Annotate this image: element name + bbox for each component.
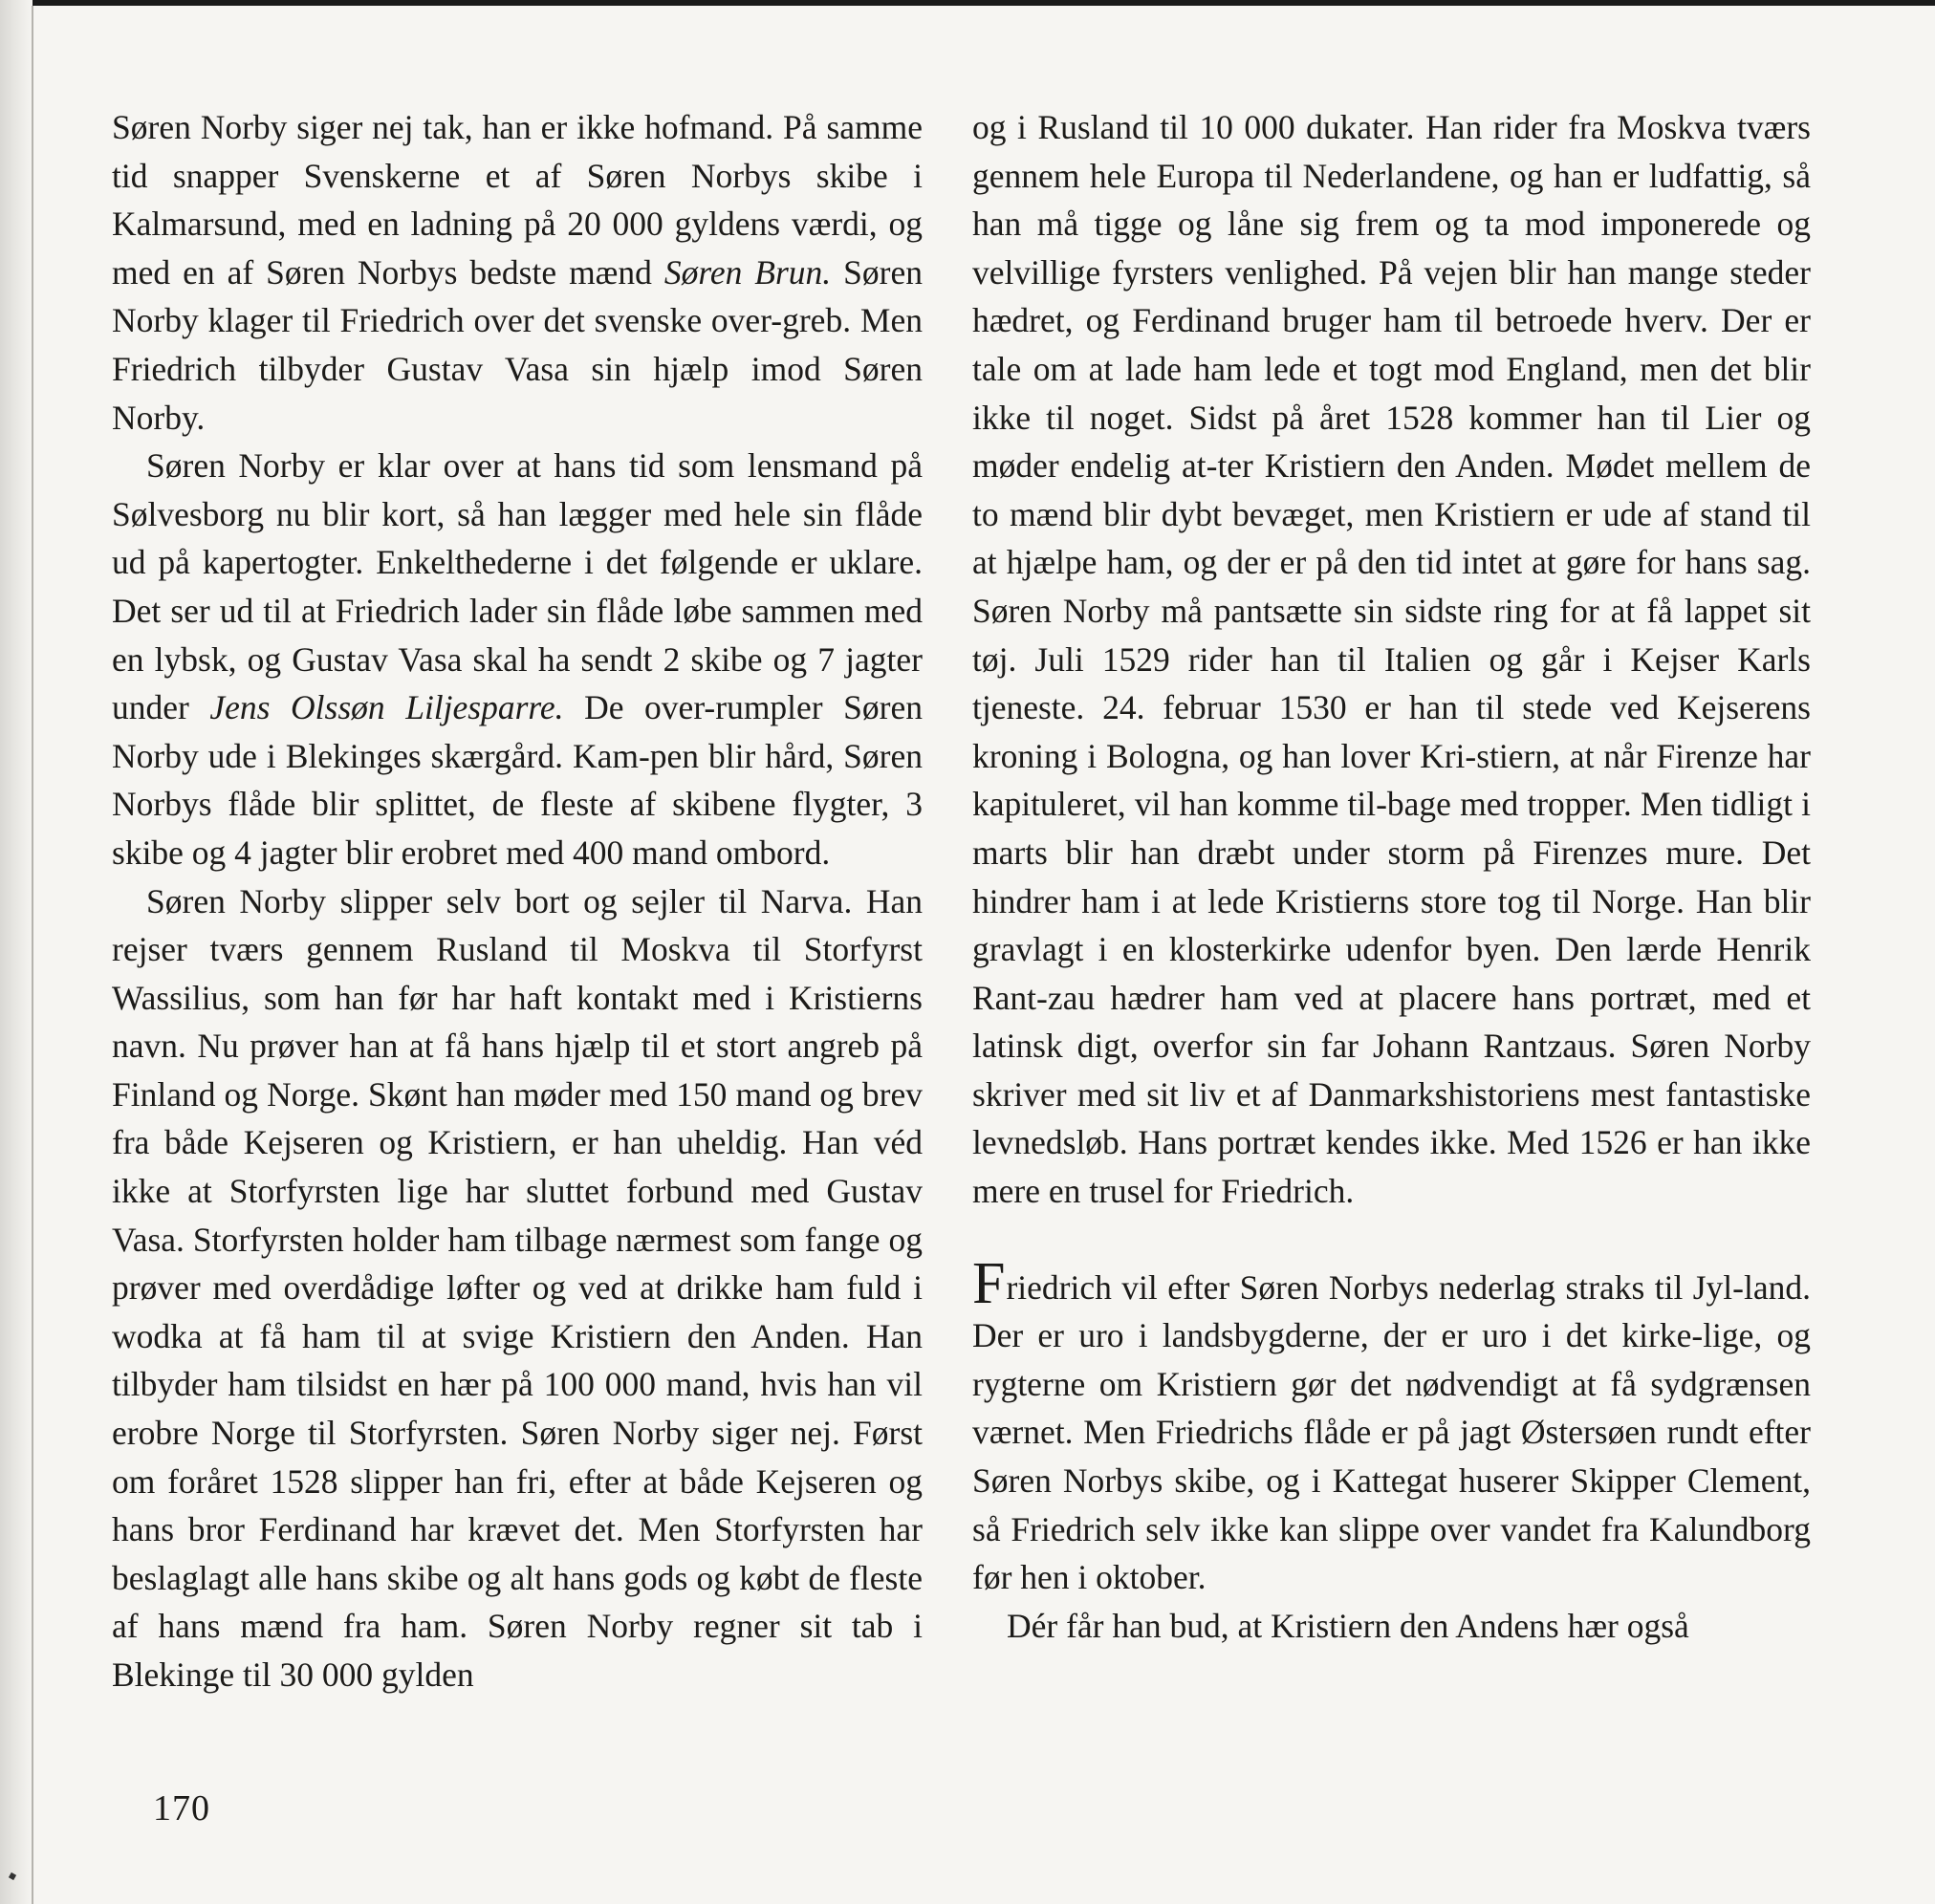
drop-cap: F <box>972 1250 1006 1316</box>
gutter-line <box>32 6 33 1904</box>
binding-gutter <box>0 0 33 1904</box>
italic-name: Jens Olssøn Liljesparre. <box>209 688 564 727</box>
left-text-column <box>112 103 923 1699</box>
paragraph: Dér får han bud, at Kristiern den Andens hær også <box>1007 1606 1689 1645</box>
paragraph-text: Søren Norby er klar over at hans tid som lensmand på Sølvesborg nu blir kort, så han lægger med hele sin flåde ud på kapertogter. Enkelthederne i det følgende er uklare. Det ser ud til at Friedrich lader sin flåde løbe sammen med en lybsk, og Gustav Vasa skal ha sendt 2 skibe og 7 jagter under <box>112 446 923 727</box>
paragraph-text: De over-rumpler Søren Norby ude i Blekinges skærgård. Kam-pen blir hård, Søren Norbys flåde blir splittet, de fleste af skibene flygter, 3 skibe og 4 jagter blir erobret med 400 mand ombord. <box>112 688 923 872</box>
page-number: 170 <box>153 1788 210 1828</box>
paragraph: Søren Norby slipper selv bort og sejler til Narva. Han rejser tværs gennem Rusland til Moskva til Storfyrst Wassilius, som han før har haft kontakt med i Kristierns navn. Nu prøver han at få hans hjælp til et stort angreb på Finland og Norge. Skønt han møder med 150 mand og brev fra både Kejseren og Kristiern, er han uheldig. Han véd ikke at Storfyrsten lige har sluttet forbund med Gustav Vasa. Storfyrsten holder ham tilbage nærmest som fange og prøver med overdådige løfter og ved at drikke ham fuld i wodka at få ham til at svige Kristiern den Anden. Han tilbyder ham tilsidst en hær på 100 000 mand, hvis han vil erobre Norge til Storfyrsten. Søren Norby siger nej. Først om foråret 1528 slipper han fri, efter at både Kejseren og hans bror Ferdinand har krævet det. Men Storfyrsten har beslaglagt alle hans skibe og alt hans gods og købt de fleste af hans mænd fra ham. Søren Norby regner sit tab i Blekinge til 30 000 gylden <box>112 881 923 1694</box>
italic-name: Søren Brun. <box>663 252 832 292</box>
right-text-column <box>972 103 1811 1650</box>
paragraph-text: riedrich vil efter Søren Norbys nederlag straks til Jyl-land. Der er uro i landsbygderne, der er uro i det kirke-lige, og rygterne om Kristiern gør det nødvendigt at få sydgrænsen værnet. Men Friedrichs flåde er på jagt Østersøen rundt efter Søren Norbys skibe, og i Kattegat huserer Skipper Clement, så Friedrich selv ikke kan slippe over vandet fra Kalundborg før hen i oktober. <box>972 1267 1811 1597</box>
section-paragraph <box>972 1250 1811 1602</box>
paragraph-text: Søren Norby siger nej tak, han er ikke hofmand. På samme tid snapper Svenskerne et af Søren Norbys skibe i Kalmarsund, med en ladning på 20 000 gyldens værdi, og med en af Søren Norbys bedste mænd <box>112 108 923 292</box>
paragraph: og i Rusland til 10 000 dukater. Han rider fra Moskva tværs gennem hele Europa til Nederlandene, og han er ludfattig, så han må tigge og låne sig frem og ta mod imponerede og velvillige fyrsters venlighed. På vejen blir han mange steder hædret, og Ferdinand bruger ham til betroede hverv. Der er tale om at lade ham lede et togt mod England, men det blir ikke til noget. Sidst på året 1528 kommer han til Lier og møder endelig at-ter Kristiern den Anden. Mødet mellem de to mænd blir dybt bevæget, men Kristiern er ude af stand til at hjælpe ham, og der er på den tid intet at gøre for hans sag. Søren Norby må pantsætte sin sidste ring for at få lappet sit tøj. Juli 1529 rider han til Italien og går i Kejser Karls tjeneste. 24. februar 1530 er han til stede ved Kejserens kroning i Bologna, og han lover Kri-stiern, at når Firenze har kapituleret, vil han komme til-bage med tropper. Men tidligt i marts blir han dræbt under storm på Firenzes mure. Det hindrer ham i at lede Kristierns store tog til Norge. Han blir gravlagt i en klosterkirke udenfor byen. Den lærde Henrik Rant-zau hædrer ham ved at placere hans portræt, med et latinsk digt, overfor sin far Johann Rantzaus. Søren Norby skriver med sit liv et af Danmarkshistoriens mest fantastiske levnedsløb. Hans portræt kendes ikke. Med 1526 er han ikke mere en trusel for Friedrich. <box>972 108 1811 1211</box>
paragraph-text: Søren Norby klager til Friedrich over det svenske over-greb. Men Friedrich tilbyder Gustav Vasa sin hjælp imod Søren Norby. <box>112 252 923 437</box>
paragraph <box>112 103 923 442</box>
paragraph <box>112 442 923 876</box>
page-top-edge <box>0 0 1935 6</box>
